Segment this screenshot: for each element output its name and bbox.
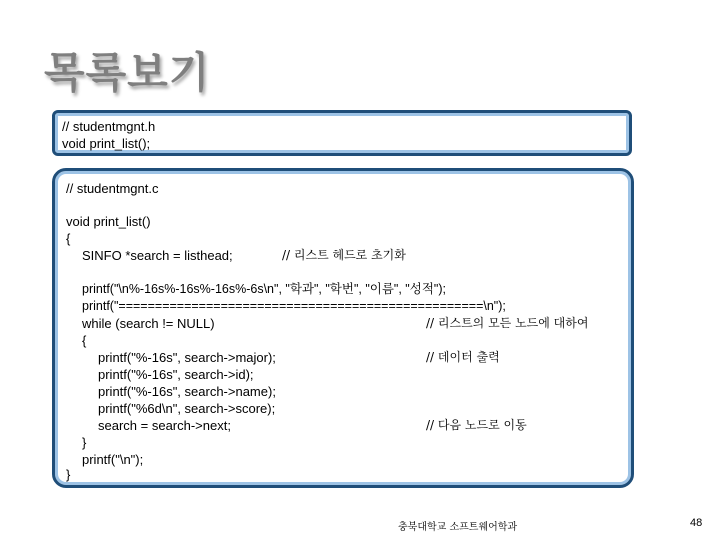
- code-comment-loop: // 리스트의 모든 노드에 대하여: [426, 316, 589, 330]
- code-printf-newline: printf("\n");: [82, 452, 144, 467]
- header-code-line-2: void print_list();: [62, 136, 151, 151]
- code-search-declaration: SINFO *search = listhead;: [82, 248, 233, 263]
- code-function-signature: void print_list(): [66, 214, 151, 229]
- code-open-brace: {: [66, 231, 71, 246]
- code-printf-id: printf("%-16s", search->id);: [98, 367, 254, 382]
- code-search-next: search = search->next;: [98, 418, 231, 433]
- code-loop-open-brace: {: [82, 333, 87, 348]
- code-close-brace: }: [66, 467, 71, 482]
- footer-department: 충북대학교 소프트웨어학과: [398, 522, 518, 533]
- code-comment-output: // 데이터 출력: [426, 350, 500, 364]
- page-number: 48: [690, 517, 703, 529]
- code-comment-next: // 다음 노드로 이동: [426, 418, 527, 432]
- header-code-line-1: // studentmgnt.h: [62, 119, 156, 134]
- code-printf-major: printf("%-16s", search->major);: [98, 350, 276, 365]
- code-comment-filename: // studentmgnt.c: [66, 181, 159, 196]
- code-printf-header: printf("\n%-16s%-16s%-16s%-6s\n", "학과", "학번", "이름", "성적");: [82, 282, 446, 296]
- code-printf-separator: printf("==================================================\n");: [82, 299, 506, 313]
- slide-title: 목록보기: [44, 48, 211, 97]
- code-printf-score: printf("%6d\n", search->score);: [98, 401, 276, 416]
- code-printf-name: printf("%-16s", search->name);: [98, 384, 276, 399]
- code-while-loop: while (search != NULL): [82, 316, 215, 331]
- code-loop-close-brace: }: [82, 435, 87, 450]
- code-comment-init: // 리스트 헤드로 초기화: [282, 248, 406, 262]
